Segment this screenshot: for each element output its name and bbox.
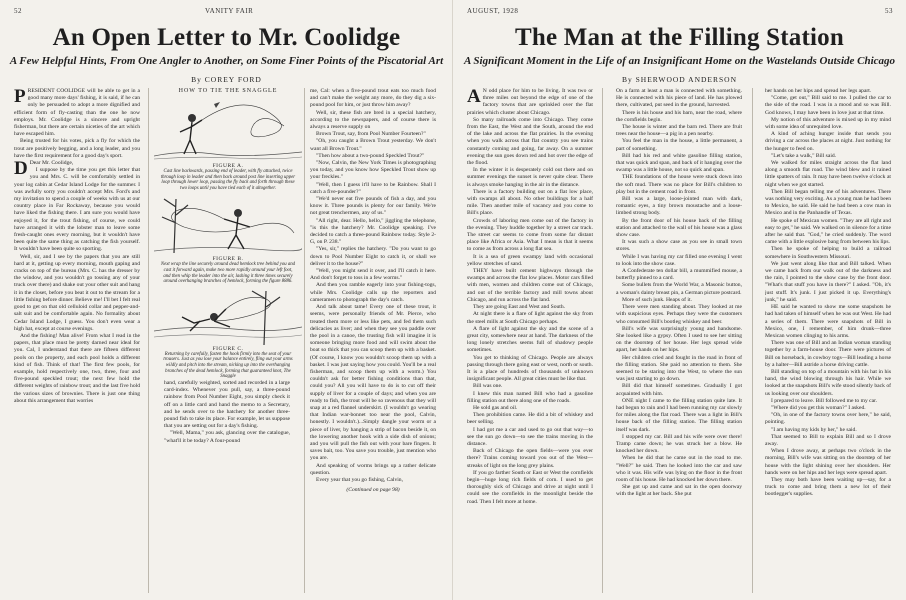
paragraph: And then you ramble eagerly into your fishing-togs, while Mrs. Coolidge calls up the reporters and cameramen to photograph the day's catch. [310,282,436,303]
paragraph: The house is winter and the barn red. There are fruit trees near the house—a pig in a pen nearby. [616,124,742,138]
paragraph: "Well, then I guess it'll have to be Rainbow. Shall I catch a five-pounder?" [310,181,436,195]
paragraph: In the winter it is desperately cold out there and on summer evenings the sunset is never quite clear. There is always smoke hanging in the air in the distance. [467,167,593,188]
paragraph: I stopped my car. Bill and his wife were over there! Tramp came down; he was struck her a blow. He knocked her down. [616,433,742,455]
paragraph: While I was having my car filled one evening I went to look into the show case. [616,253,742,267]
paragraph: "Well, you might send it over, and I'll catch it here. And don't forget to toss in a few worms." [310,268,436,282]
paragraph: At night there is a flare of light against the sky from the steel mills at South Chicago perhaps. [467,311,593,325]
column-rule [602,88,603,593]
article-title: An Open Letter to Mr. Coolidge [52,24,401,51]
paragraph: Her children cried and fought in the road in front of the filling station. She paid no attention to them. She seemed to be staring into the West, to where the sun was just starting to go down. [616,354,742,383]
paragraph: We walked for miles straight across the flat land along a smooth flat road. The wind blew and it rained little spatters of rain. It may have been twelve o'clock at night when we got started. [765,160,891,188]
paragraph: Back of Chicago the open fields—were you ever there? Trains coming toward you out of the West—streaks of light on the long grey plains. [467,448,593,469]
paragraph: There was one of Bill and an Indian woman standing together by a farm-house door. There were pictures of Bill on horseback, in cowboy togs—Bill leading a horse by a halter—Bill astride a horse driving cattle. [765,340,891,368]
paragraph: More of such junk. Heaps of it. [622,296,692,303]
figure-a-drawing [154,96,302,162]
paragraph: There were men standing about. They looked at me with suspicious eyes. Perhaps they were the customers who consumed Bill's bootleg whiskey and beer. [616,304,742,325]
page-number: 53 [885,7,893,15]
paragraph: I had got me a car and used to go out that way—to see the sun go down—to see the trains moving in the distance. [467,426,593,447]
paragraph: A Confederate ten dollar bill, a mummified mouse, a butterfly pinned to a card. [616,268,742,282]
paragraph: I knew this man named Bill who had a gasoline filling station out there along one of the roads. [467,390,593,404]
figure-b [154,193,302,284]
figure-b-caption: Next wrap the line securely around dead hemlock tree behind you and cast it forward again, make two more rapidly around your left foot, and then whip the leader into the air, lashing it three times securely around overhanging branches of hemlock, forming the figure 8886. [160,262,296,285]
figure-a [154,96,302,191]
running-head: VANITY FAIR [205,7,254,15]
running-head: AUGUST, 1928 [467,7,519,15]
paragraph: "Oh, you caught a Brown Trout yesterday. We don't want all Brown Trout." [310,138,436,152]
paragraph: THE foundations of the house were stuck down into the soft mud. There was no place for Bill's children to play but in the cement road in front. [616,174,742,195]
paragraph: If you go farther South or East or West the cornfields begin—huge long rich fields of corn. I used to get thoroughly sick of Chicago and drive at night until I could see the cornfields in the moonlight beside the road. Then I felt more at home. [467,469,593,505]
paragraph: And talk about tame! Every one of these trout, it seems, were personally friends of Mr. Pierce, who treated them more or less like pets, and fed them such delicacies as liver; and when they see you paddle over the pool in a canoe, the trusting fish will imagine it is someone bringing more food and will swim about the boat so thick that you can scoop them up with a basket. (Of course, I know you wouldn't scoop them up with a basket. I was just saying how you could. You'll be a real fisherman, and scoop them up with a worm.) You couldn't ask for better fishing conditions than that, could you? All you will have to do is to cut off their supply of liver for a couple of days; and when you are ready to fish, the trout will be so ravenous that they will snap at a red flannel underskirt. (I wouldn't go wearing that Indian war-bonnet too near the pool, Calvin, honestly. I wouldn't.)...Simply dangle your worm or a piece of liver, by hanging a strip of bacon beside it, on the lowering another hook with a side dish of onions; and you will pull the fish out with your bare fingers. It saves bait, too. You save you trouble, just mention who you are. [310,304,436,462]
paragraph: THEY have built cement highways through the swamps and across the flat low places. Motor cars filled with men, women and children come out of Chicago, and out of the terrible factory and mill towns about Chicago, and run across the flat land. [467,268,593,303]
paragraph: me, Cal: when a five-pound trout eats too much food and can't make the weight any more, do they dig a six-pound pool for him, or just throw him away? [310,88,436,109]
paragraph: Then prohibition came. He did a bit of whiskey and beer selling. [467,412,593,426]
drop-cap: A [467,88,481,107]
article-title: The Man at the Filling Station [515,24,844,51]
paragraph: She got up and came and sat in the open doorway with the light at her back. She put [616,484,742,498]
article-subtitle: A Few Helpful Hints, From One Angler to Another, on Some Finer Points of the Piscatorial Art [9,55,444,67]
paragraph: "We'd never eat five pounds of fish a day, and you know it. Three pounds is plenty for our family. We're not great trenchermen, any of us." [310,196,436,217]
paragraph: It was such a show case as you see in small town stores. [616,239,742,253]
paragraph: "All right, dear. Hello, hello," jiggling the telephone, "is this the hatchery? Mr. Coolidge speaking. I've decided to catch a three-pound Rainbow today. Style 2-G, on P. 238." [310,217,436,246]
paragraph: "I am having my kids by her," he said. [771,426,857,433]
paragraph: There is his house and his barn, near the road, where the cornfields begin. [616,109,742,123]
byline: By COREY FORD [191,75,262,84]
text-column-1 [467,88,593,593]
column-rule [752,88,753,593]
text-column-3 [310,88,436,593]
paragraph: PRESIDENT COOLIDGE will be able to get in a good many more days' fishing, it is said, if he can only be persuaded to adopt a more dignified and efficient form of fly-casting than the one he now employs. Mr. Coolidge is a sincere and upright fisherman, but there are certain niceties of the art which have escaped him. [14,88,140,138]
paragraph: Being trusted for his votes, pick a fly for which the trout are positively begging, and a long leader, and you have the first requirement for a good day's sport. [14,138,140,159]
paragraph: "Come, get out," Bill said to me. I pulled the car to the side of the road. I was in a mood and so was Bill. God knows, I may have been in love just at that time. [765,95,891,116]
paragraph: A kind of aching hunger inside that sends you driving a car across the places at night. Just nothing for the hunger to feed on. [765,131,891,152]
paragraph: So many railroads come into Chicago. They come from the East, the West and the South, around the end of the lake and across the flat prairies. In the evening when you walk across that flat country you see trains constantly coming and going, far away. On a summer evening the sun goes down red and hot over the edge of the flood. [467,116,593,167]
illustration-panel [154,88,302,378]
paragraph: Bill did that himself sometimes. Gradually I got acquainted with him. [616,383,742,397]
paragraph: He sold gas and oil. [473,404,518,411]
paragraph: We just went along like that and Bill talked. When we came back from our walk out of the darkness and the rain, I pointed to the show case by the front door. "What's that stuff you have in there?" I asked. "Oh, it's just stuff. It's junk. I just picked it up. Everything's junk," he said. [765,260,891,303]
paragraph: By the front door of his house back of the filling station and attached to the wall of his house was a glass show case. [616,217,742,239]
text-column-3 [765,88,891,593]
paragraph: Every year that you go fishing, Calvin, [316,476,403,483]
figure-a-caption: Cast line backwards, passing end of leader, with fly attached, twice through loop in leader and then back around post line inserting upper loop through lower loop, passing the fly back and forth through these two loops until you have tied each of it altogether. [160,169,296,191]
figure-b-label: FIGURE B. [212,256,244,263]
paragraph: Bill standing on top of a mountain with his hat in his hand, the wind blowing through his hair. While we looked at the snapshots Bill's wife stood silently back of us looking over our shoulders. [765,368,891,397]
paragraph: "Let's take a walk," Bill said. [771,152,837,159]
figure-c [154,287,302,380]
figure-c-caption: Returning by carefully, fasten the hook firmly into the seat of your trousers. Just as you lose your balance entirely, fling out your arms wildly and pitch into the stream, nicking up into the overhanging branches of the dead hemlock, forming that guaranteed knot, The Snaggle [163,351,293,380]
paragraph: A N odd place for him to be living. It was two or three miles out beyond the edge of one of the factory towns that are sprinkled over the flat prairies which cluster about Chicago. [467,88,593,116]
figure-c-drawing [154,287,302,345]
figure-a-label: FIGURE A. [212,163,244,169]
paragraph: Bill was one. [473,383,503,390]
paragraph: "Well, Mama," you ask, glancing over the catalogue, "what'll it be today? A four-pound [164,430,290,444]
paragraph: That seemed to Bill to explain Bill and so I drove away. [765,433,891,447]
paragraph: Bill had his red and white gasoline filling station, that was quick and span, and back of it hanging over the swamp was a little house, not so quick and span. [616,152,742,174]
paragraph: Then he spoke of helping to build a railroad somewhere in Southwestern Missouri. [765,246,891,260]
paragraph: When I drove away, at perhaps two o'clock in the morning, Bill's wife was sitting on the doorstep of her house with the light shining over her shoulders. Her hands were on her hips and her legs were spread apart. [765,448,891,476]
paragraph: They are going East and West and South. [473,304,566,311]
text-column-2 [164,380,290,593]
paragraph: Well, sir, and I see by the papers that you are still hard at it, getting up every morning, mouth gaping and cracks on top of the bureau (Mrs. C. has the dresser by the window, and you wouldn't go tossing any of your truck over there) and shake out your other suit and hang it in the closet, before you beat it out to the stream for a little fishing before dinner. Believe me! I'll bet I felt real good to get on that old celluloid collar and pepper-and-salt suit and be comfortable again. No formality about Cedar Island Lodge, I guess. You don't even wear a high hat, except at course evenings. [14,253,140,332]
drop-cap: P [14,88,26,107]
paragraph: "Where did you get this woman?" I asked. [771,404,866,411]
figure-b-drawing [154,193,302,255]
byline: By SHERWOOD ANDERSON [621,75,737,84]
paragraph: hand, carefully weighted, sorted and recorded in a large card-index. Whenever you pull, say, a three-pound rainbow from Pool Number Eight, you simply check it off on a little card and hand the memo to a Secretary, and he sends over to the hatchery for another three-pound fish to take its place. For example, let us suppose that you are setting out for a day's fishing. [164,380,290,430]
text-column-2 [616,88,742,593]
figure-c-label: FIGURE C. [212,345,244,352]
paragraph: A flare of light against the sky and the scene of a great city, somewhere near at hand. The darkness of the long lonely stretches seems full of shadowy people sometimes. [467,325,593,354]
paragraph: Then Bill began telling me of his adventures. There was nothing very exciting. As a young man he had been to Mexico, he said. He said he had been a cow man in Mexico and in the Panhandle of Texas. [765,188,891,217]
drop-cap: D [14,158,28,180]
paragraph: "Yes, sir," replies the hatchery. "Do you want to go down to Pool Number Eight to catch it, or shall we deliver it to the house?" [310,246,436,267]
paragraph: her hands on her hips and spread her legs apart. [765,88,872,94]
right-page [453,0,906,600]
paragraph: I prepared to leave. Bill followed me to my car. [771,397,878,404]
paragraph: And the fishing! Man alive! From what I read in the papers, that place must be pretty darned near ideal for you. Cal, I understand that there are fifteen different pools on the property, and each pool holds a different kind of fish. Think of that! The first few pools, for example, hold respectively one, two, three, four and five-pound speckled trout; the next few hold the different weights of rainbow trout; and the last five hold the various sizes of brownies. There is just one thing about this arrangement that worries [14,332,140,404]
paragraph: I suppose by the time you get this letter that you and Mrs. C. will be comfortably settled in your log cabin at Cedar Island Lodge for the summer. I was awfully sorry you couldn't accept Mrs. Ford's and my invitation to spend a couple of weeks with us at our country place in Far Rockaway, because you would have liked the fishing there. I am sure you would have enjoyed it, for the trout fishing, of course, we could have arranged it with the lobster man to leave some fresh-caught ones every morning, but it wouldn't have been quite the same thing as catching the fish yourself. It wouldn't have been quite so sporting. [14,167,140,253]
column-rule [148,88,149,593]
paragraph: You get to thinking of Chicago. People are always passing through there going east or west, north or south. It is a place of hundreds of thousands of unknown insignificant people. All great cities must be like that. [467,354,593,383]
paragraph: ONE night I came to the filling station quite late. It had begun to rain and I had been running my car slowly for miles along the flat road. There was a light in Bill's house back of the filling station. The filling station itself was dark. [616,397,742,433]
paragraph: There is a factory building out on a flat low place, with swamps all about. No other buildings for a half mile. Then another mile of vacancy and you come to Bill's place. [467,188,593,217]
paragraph: "Oh, in one of the factory towns over here," he said, pointing. [765,412,891,426]
paragraph: He spoke of Mexican women. "They are all right and easy to get," he said. We walked on in silence for a time after he said that. "God," he cried suddenly. The word came with a little explosive bang from between his lips. [765,217,891,246]
paragraph: "Now, Calvin, the New York Times is photographing you today, and you know how Speckled Trout show up your freckles." [310,160,436,181]
page-number: 52 [14,7,22,15]
text-column-1 [14,88,140,593]
paragraph: Well, sir, these fish are bred in a special hatchery, according to the newspapers, and of course there is always a reserve supply on [310,109,436,131]
paragraph: My notion of this adventure is mixed up in my mind with some idea of unrequited love. [765,116,891,131]
paragraph: HE said he wanted to show me some snapshots he had had taken of himself when he was out West. He had a series of them. There were snapshots of Bill in Mexico, one, I remember, of him drunk—three Mexican women clinging to his arms. [765,304,891,339]
paragraph: Bill's wife was surprisingly young and handsome. She looked like a gypsy. Often I used to see her sitting on the doorstep of her house. Her legs spread wide apart, her hands on her hips. [616,325,742,354]
paragraph: Crowds of laboring men come out of the factory in the evening. They huddle together by a street car track. The street car seems to come from some far distant place like Africa or Asia. What I mean is that it seems to come as from across a long flat sea. [467,217,593,253]
paragraph: Some bullets from the World War, a Masonic button, a woman's dainty breast pin, a German picture postcard. [616,282,742,296]
continued-note: (Continued on page 98) [346,487,400,494]
paragraph: It is a sea of green swampy land with occasional yellow stretches of sand. [467,253,593,267]
paragraph: "Then how about a two-pound Speckled Trout?" [316,152,425,159]
paragraph: On a farm at least a man is connected with something. He is connected with his piece of land. He has plowed there, cultivated, put seed in the ground, harvested. [616,88,742,109]
paragraph: Brown Trout, say, from Pool Number Fourteen?" [316,131,426,138]
paragraph: You feel the man in the house, a little permanent, a part of something. [616,138,742,152]
paragraph: And speaking of worms brings up a rather delicate question. [310,462,436,476]
article-subtitle: A Significant Moment in the Life of an Insignificant Home on the Wastelands Outside Chicago [463,55,896,67]
paragraph: They may both have been waiting up—say, for a truck to come and bring them a new lot of their bootlegger's supplies. [765,476,891,498]
paragraph: When he did that he came out in the road to me. "Well?" he said. Then he looked into the car and saw who it was. His wife was lying on the floor in the front room of his house. He had knocked her down there. [616,455,742,483]
paragraph: D Dear Mr. Coolidge, [14,158,74,180]
paragraph: Bill was a large, loose-jointed man with dark, romantic eyes, a tiny brown moustache and a loose-limbed strong body. [616,196,742,217]
column-rule [304,88,305,593]
illustration-title: HOW TO TIE THE SNAGGLE [178,88,278,94]
